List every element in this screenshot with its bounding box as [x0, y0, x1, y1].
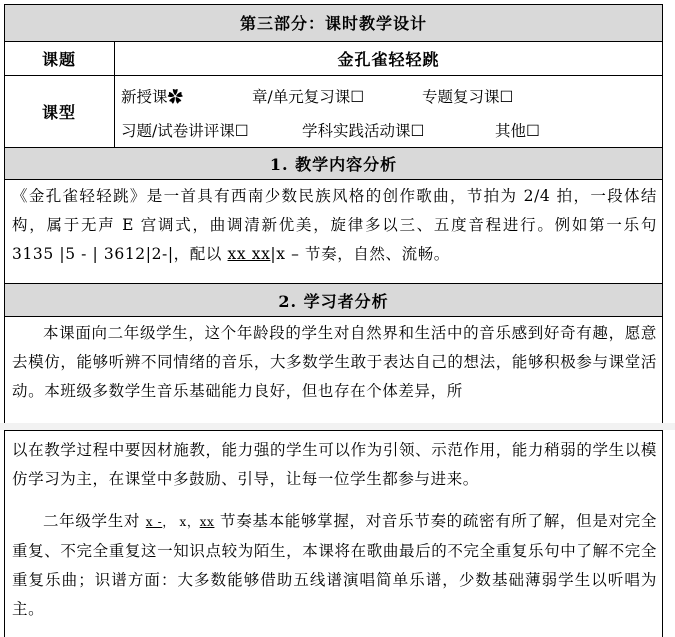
- option-practice-activity: 学科实践活动课☐: [302, 122, 425, 140]
- option-topic-review: 专题复习课☐: [422, 88, 514, 106]
- option-unit-review: 章/单元复习课☐: [252, 88, 365, 106]
- checkbox-icon: ☐: [526, 122, 540, 140]
- learner-analysis-para1: 本课面向二年级学生，这个年龄段的学生对自然界和生活中的音乐感到好奇有趣，愿意去模仿，能够听辨不同情绪的音乐，大多数学生敢于表达自己的想法，能够积极参与课堂活动。本班级多数学生音乐基础能力良好，但也存在个体差异，所: [12, 324, 657, 400]
- learner-analysis-para2: 二年级学生对 x -， x，xx 节奏基本能够掌握，对音乐节奏的疏密有所了解，但是对完全重复、不完全重复这一知识点较为陌生，本课将在歌曲最后的不完全重复乐句中了解不完全重复乐曲；识谱方面：大多数能够借助五线谱演唱简单乐谱，少数基础薄弱学生以听唱为主。: [12, 512, 657, 618]
- topic-label-cell: [4, 41, 114, 75]
- lesson-type-options: [114, 75, 663, 147]
- content-analysis-text: 《金孔雀轻轻跳》是一首具有西南少数民族风格的创作歌曲，节拍为 2/4 拍，一段体结构，属于无声 E 宫调式，曲调清新优美，旋律多以三、五度音程进行。例如第一乐句 3135 |5 - | 3612|2-|，配以 xx xx|x – 节奏，自然、流畅。: [12, 187, 657, 263]
- option-exercise-review: 习题/试卷讲评课☐: [121, 122, 249, 140]
- topic-label: 课题: [41, 49, 76, 69]
- rhythm-notation: xx xx: [227, 245, 271, 263]
- topic-value: 金孔雀轻轻跳: [337, 49, 440, 69]
- checkbox-icon: ☐: [350, 88, 365, 106]
- lesson-type-label-cell: [4, 75, 114, 147]
- section-title-text: 第三部分：课时教学设计: [239, 14, 427, 33]
- checkbox-icon: ☐: [410, 122, 425, 140]
- rhythm-notation: xx: [199, 515, 215, 529]
- learner-analysis-heading-text: 2. 学习者分析: [278, 291, 389, 311]
- page-break: [0, 423, 675, 430]
- checkbox-icon: ☐: [234, 122, 249, 140]
- topic-value-cell: [114, 41, 663, 75]
- lesson-type-label: 课型: [41, 102, 76, 122]
- learner-analysis-heading: [4, 284, 663, 316]
- option-new-lesson: 新授课✿: [121, 88, 184, 106]
- section-title: [4, 4, 663, 41]
- content-analysis-heading-text: 1. 教学内容分析: [269, 154, 398, 174]
- learner-analysis-para1-continued: 以在教学过程中要因材施教，能力强的学生可以作为引领、示范作用，能力稍弱的学生以模仿学习为主，在课堂中多鼓励、引导，让每一位学生都参与进来。: [12, 441, 657, 488]
- flower-mark-icon: ✿: [167, 88, 184, 106]
- checkbox-icon: ☐: [499, 88, 514, 106]
- rhythm-notation: x -: [145, 515, 163, 529]
- content-analysis-heading: [4, 147, 663, 179]
- option-other: 其他☐: [495, 122, 540, 140]
